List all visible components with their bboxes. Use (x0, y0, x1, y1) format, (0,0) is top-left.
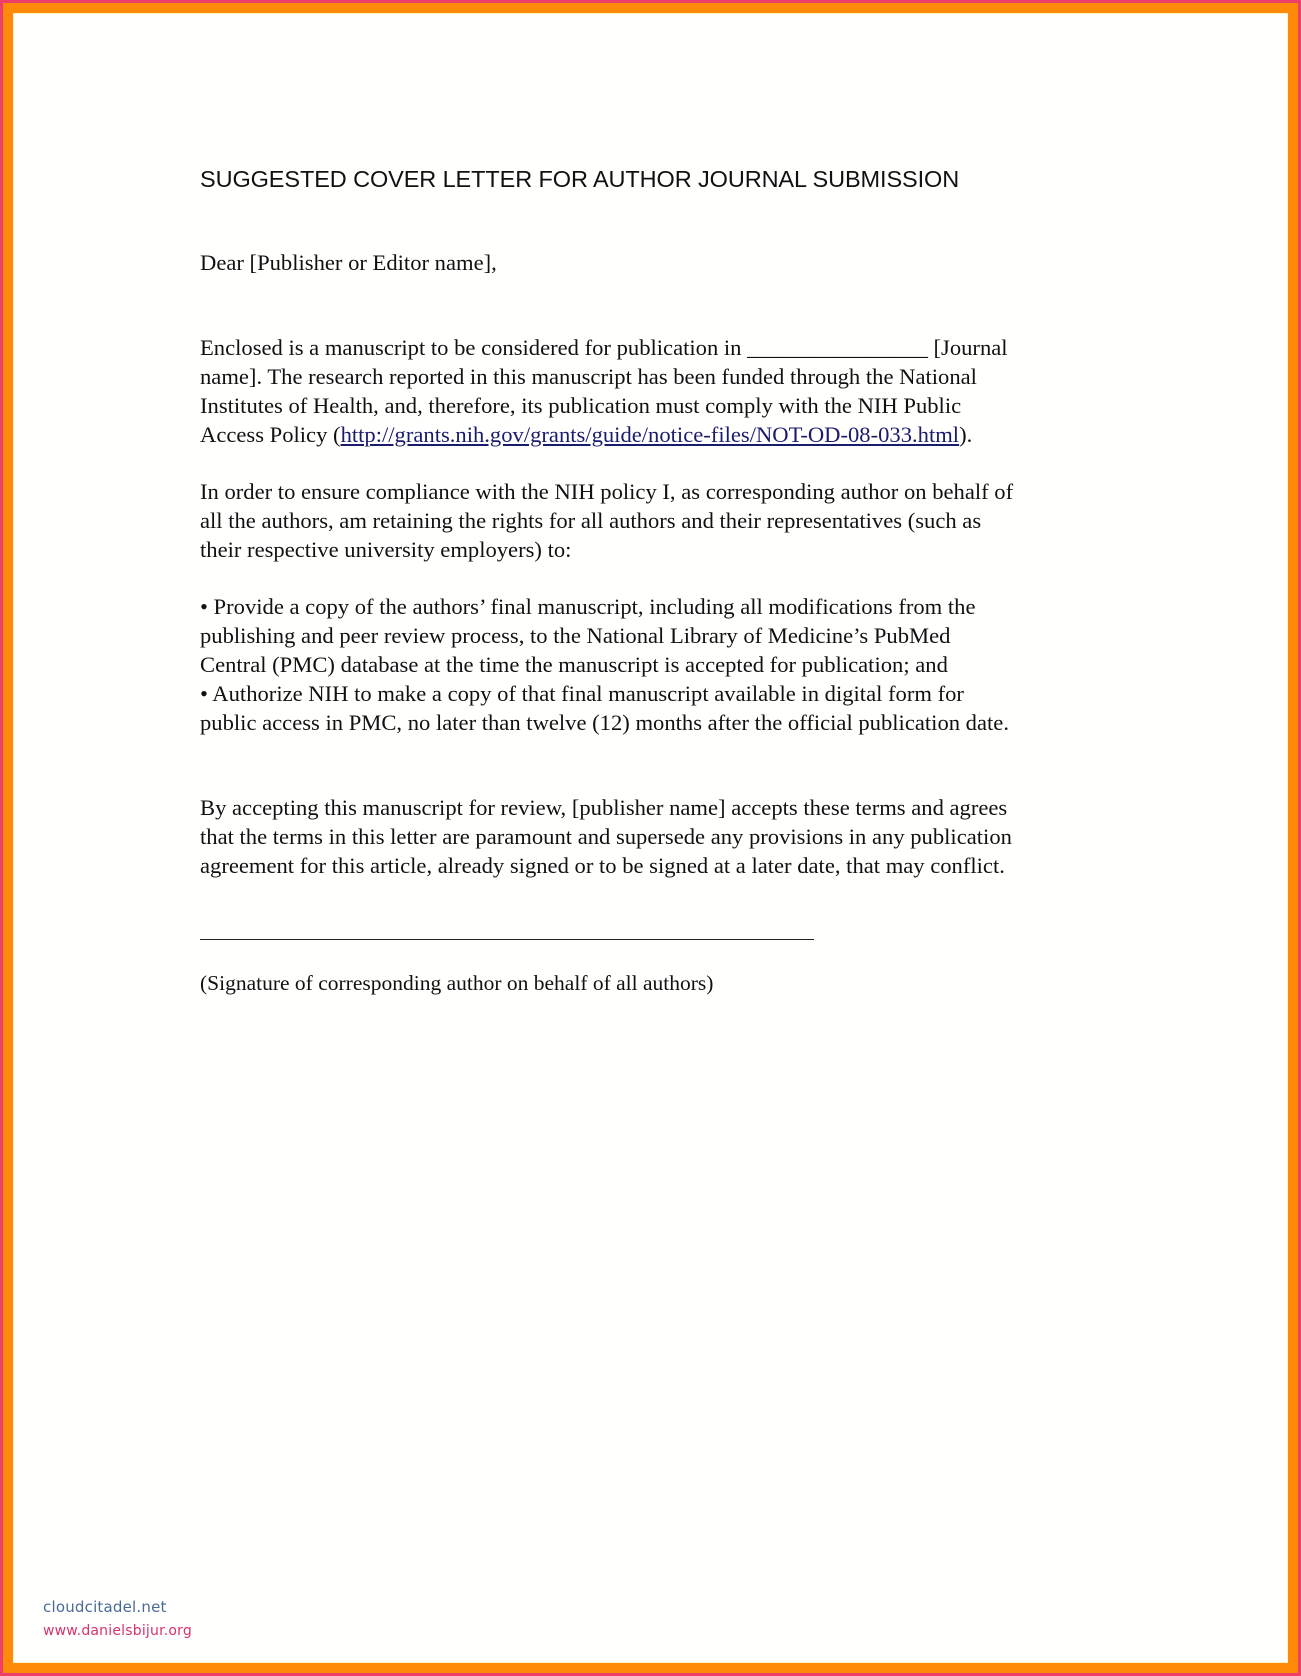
salutation: Dear [Publisher or Editor name], (200, 250, 497, 275)
text-line: Institutes of Health, and, therefore, its publication must comply with the NIH Public (200, 392, 962, 418)
signature-line (200, 939, 814, 940)
paragraph-enclosed (200, 334, 1008, 450)
text-line: public access in PMC, no later than twelve (12) months after the official publication date. (200, 709, 1009, 735)
text-line: Central (PMC) database at the time the manuscript is accepted for publication; and (200, 651, 948, 677)
watermark (43, 1597, 303, 1641)
paragraph-acceptance (200, 794, 1012, 881)
text-line: By accepting this manuscript for review, [publisher name] accepts these terms and agrees (200, 795, 1008, 820)
text-line: all the authors, am retaining the rights for all authors and their representatives (such as (200, 507, 982, 533)
watermark-secondary: www.danielsbijur.org (43, 1623, 192, 1639)
signature-caption: (Signature of corresponding author on behalf of all authors) (200, 971, 714, 995)
text-line: Enclosed is a manuscript to be considered for publication in ________________ [Journal (200, 335, 1008, 360)
nih-policy-link[interactable]: http://grants.nih.gov/grants/guide/notice-files/NOT-OD-08-033.html (340, 421, 960, 447)
text-line (200, 421, 1008, 450)
document-title: SUGGESTED COVER LETTER FOR AUTHOR JOURNAL SUBMISSION (200, 166, 960, 192)
bullet-item-authorize-nih: • Authorize NIH to make a copy of that final manuscript available in digital form for (200, 680, 964, 706)
paragraph-compliance (200, 478, 1013, 565)
text-line: their respective university employers) to: (200, 536, 572, 562)
bullet-list (200, 593, 1009, 738)
text-line: name]. The research reported in this manuscript has been funded through the National (200, 363, 977, 389)
text-fragment: Access Policy ( (200, 421, 341, 447)
text-line: publishing and peer review process, to the National Library of Medicine’s PubMed (200, 622, 951, 648)
text-line: agreement for this article, already signed or to be signed at a later date, that may conflict. (200, 852, 1005, 878)
bullet-item-provide-copy: • Provide a copy of the authors’ final manuscript, including all modifications from the (200, 594, 976, 619)
document-page (13, 13, 1288, 1663)
watermark-primary: cloudcitadel.net (43, 1598, 167, 1616)
text-line: In order to ensure compliance with the NIH policy I, as corresponding author on behalf of (200, 479, 1014, 504)
text-fragment: ). (959, 421, 973, 447)
text-line: that the terms in this letter are paramount and supersede any provisions in any publication (200, 823, 1012, 849)
